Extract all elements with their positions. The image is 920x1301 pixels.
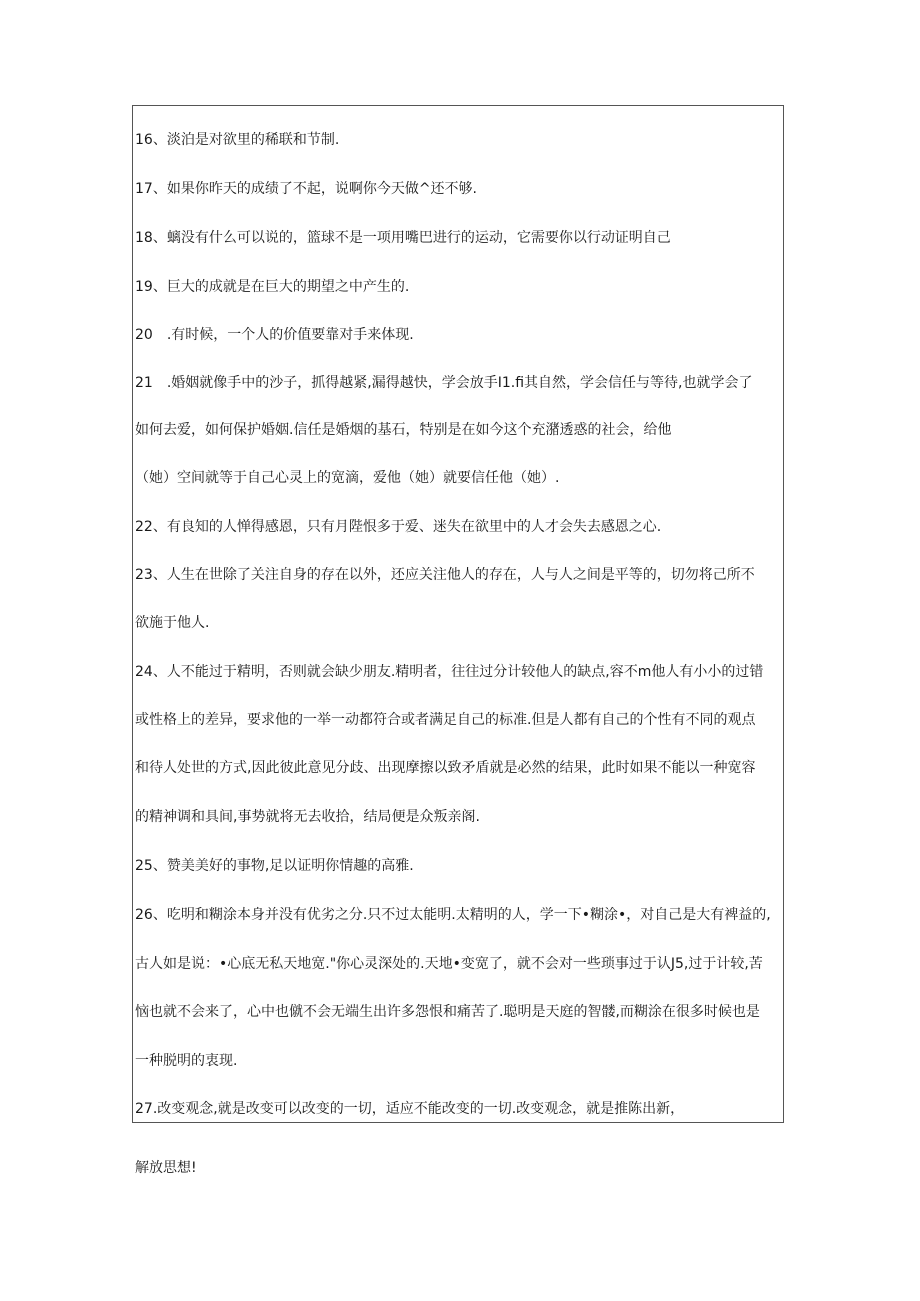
text-line: 24、人不能过于精明，否则就会缺少朋友.精明者，往往过分计较他人的缺点,容不m他人有小小的过错 [135,664,764,680]
text-line: 一种脱明的衷现. [135,1053,238,1069]
text-line: 或性格上的差异，要求他的一举一动都符合或者满足自己的标准.但是人都有自己的个性有不同的观点 [135,712,756,728]
text-line: 如何去爱，如何保护婚姻.信任是婚烟的基石，特别是在如今这个充潴透惑的社会，给他 [135,422,672,438]
text-line: 20 .有时候，一个人的价值要靠对手来体现. [135,327,414,343]
text-line: 的精神调和具间,事势就将无去收拾，结局便是众叛亲阁. [135,809,480,825]
text-line: 恼也就不会来了，心中也僦不会无端生出许多怨恨和痛苦了.聪明是天庭的智髅,而糊涂在很多时候也是 [135,1004,760,1020]
text-line: 古人如是说：•心底无私天地宽."你心灵深处的.天地•变宽了，就不会对一些琐事过于认J5,过于计较,苦 [135,956,763,972]
text-line: 22、有良知的人惮得感恩，只有月陛恨多于爱、迷失在欲里中的人才会失去感恩之心. [135,519,662,535]
text-line: 和待人处世的方式,因此彼此意见分歧、出现摩擦以致矛盾就是必然的结果，此时如果不能以一种宽容 [135,760,756,776]
text-line: （她）空间就等于自己心灵上的宽滴，爱他（她）就要信任他（她）. [135,470,560,486]
text-line: 17、如果你昨天的成绩了不起，说啊你今天做^还不够. [135,181,477,197]
text-line: 26、吃明和糊涂本身并没有优劣之分.只不过太能明.太精明的人，学一下•糊涂•，对自己是大有裨益的, [135,907,771,923]
text-line: 23、人生在世除了关注自身的存在以外，还应关注他人的存在，人与人之间是平等的，切勿将己所不 [135,567,755,583]
text-line: 18、螭没有什么可以说的，篮球不是一项用嘴巴进行的运动，它需要你以行动证明自己 [135,230,671,246]
text-line: 19、巨大的成就是在巨大的期望之中产生的. [135,279,410,295]
text-line: 27.改变观念,就是改变可以改变的一切，适应不能改变的一切.改变观念，就是推陈出新， [135,1101,685,1117]
text-line: 欲施于他人. [135,615,210,631]
text-line: 25、赞美美好的事物,足以证明你情趣的高雅. [135,858,414,874]
closing-line: 解放思想! [135,1160,197,1176]
text-line: 16、淡泊是对欲里的稀联和节制. [135,132,340,148]
text-line: 21 .婚姻就像手中的沙子，抓得越紧,漏得越快，学会放手I1.fi其自然，学会信任与等待,也就学会了 [135,375,753,391]
